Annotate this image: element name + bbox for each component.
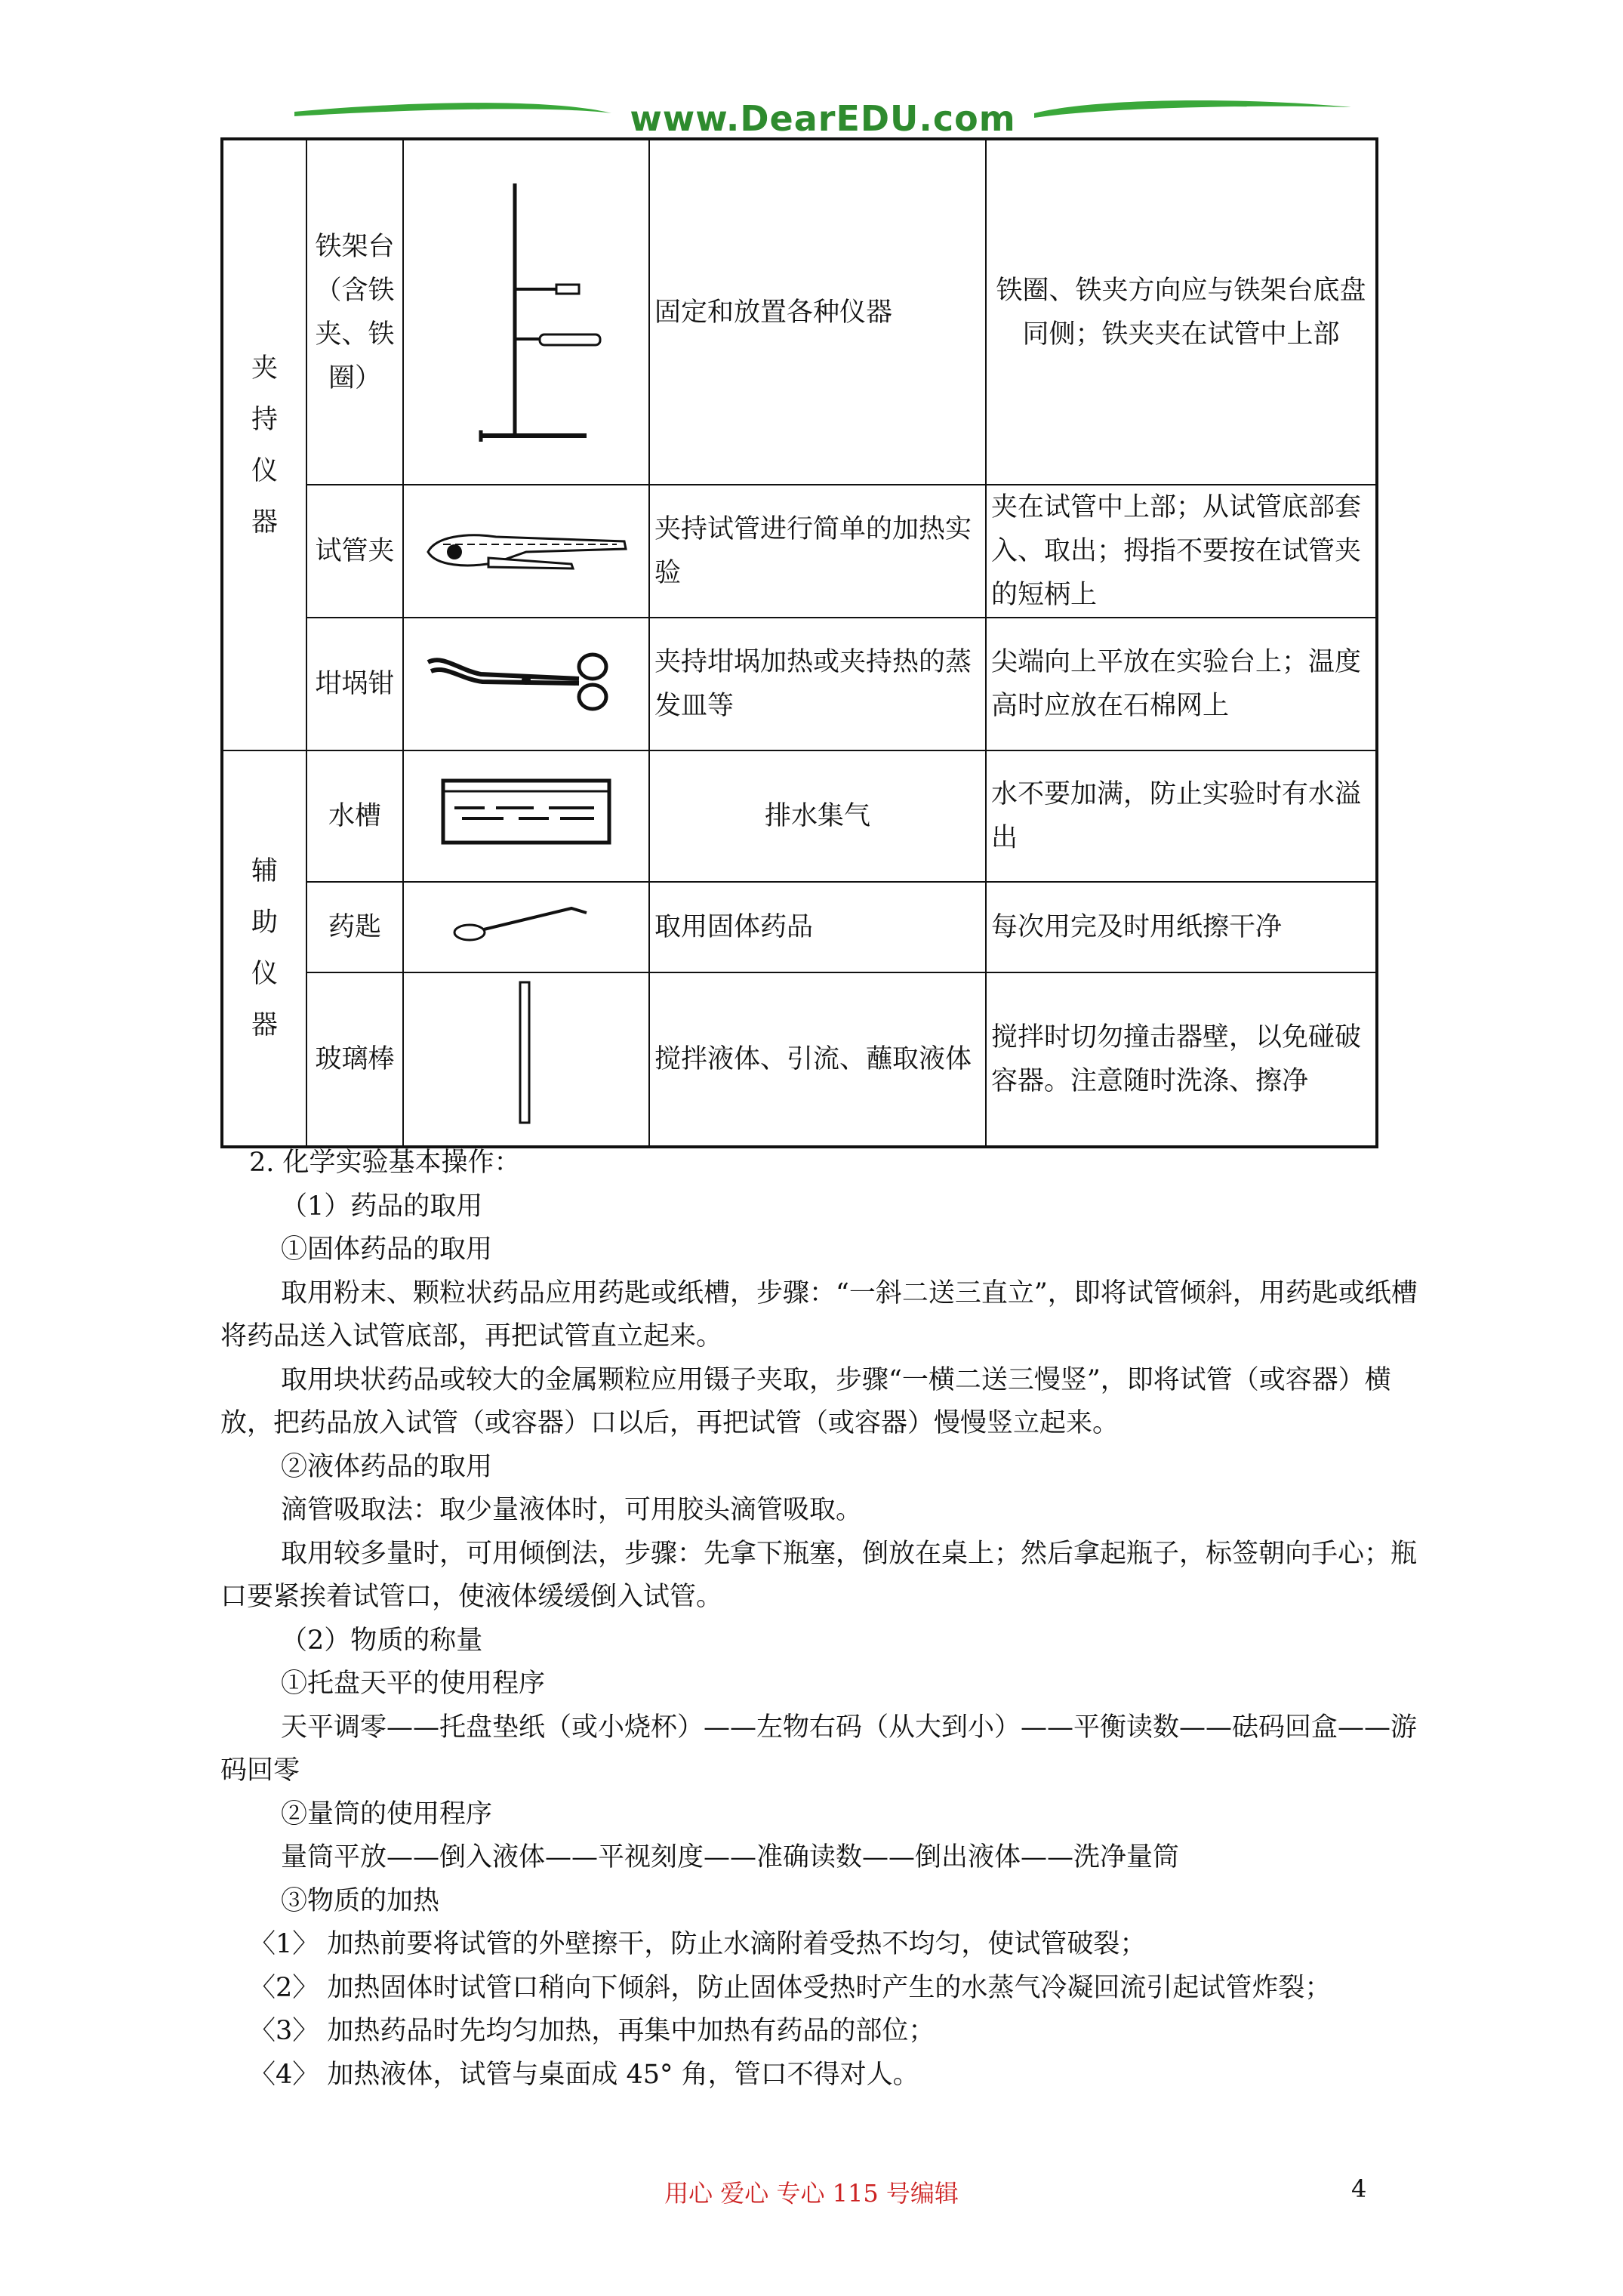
table-row — [222, 972, 1377, 1147]
instrument-name: 试管夹 — [306, 485, 403, 618]
subsection-heading: （1）药品的取用 — [281, 1191, 483, 1222]
instrument-note: 每次用完及时用纸擦干净 — [986, 882, 1377, 972]
medicine-spoon-icon — [403, 882, 649, 972]
category-clamping: 夹 持 仪 器 — [222, 139, 306, 750]
subsection-heading: （2）物质的称量 — [281, 1625, 483, 1656]
instrument-name: 铁架台 （含铁 夹、铁 圈） — [306, 139, 403, 485]
section-heading: 2. 化学实验基本操作： — [249, 1148, 521, 1178]
instrument-name: 坩埚钳 — [306, 618, 403, 750]
instrument-name: 药匙 — [306, 882, 403, 972]
instrument-name: 玻璃棒 — [306, 972, 403, 1147]
instrument-note: 尖端向上平放在实验台上；温度高时应放在石棉网上 — [986, 618, 1377, 750]
item-heading: ②量筒的使用程序 — [281, 1798, 493, 1829]
table-row — [222, 485, 1377, 618]
list-item: 〈1〉 加热前要将试管的外壁擦干，防止水滴附着受热不均匀，使试管破裂； — [249, 1929, 1147, 1959]
paragraph: 取用块状药品或较大的金属颗粒应用镊子夹取，步骤“一横二送三慢竖”，即将试管（或容器）横放，把药品放入试管（或容器）口以后，再把试管（或容器）慢慢竖立起来。 — [220, 1364, 1391, 1438]
item-heading: ②液体药品的取用 — [281, 1451, 493, 1482]
item-heading: ③物质的加热 — [281, 1885, 440, 1916]
instrument-use: 取用固体药品 — [649, 882, 986, 972]
table-row — [222, 618, 1377, 750]
body-text — [220, 1142, 1421, 2097]
category-auxiliary: 辅 助 仪 器 — [222, 750, 306, 1147]
footer-slogan: 用心 爱心 专心 115 号编辑 — [664, 2179, 959, 2208]
paragraph: 取用较多量时，可用倾倒法，步骤：先拿下瓶塞，倒放在桌上；然后拿起瓶子，标签朝向手心；瓶口要紧挨着试管口，使液体缓缓倒入试管。 — [220, 1538, 1418, 1612]
table-row — [222, 139, 1377, 485]
instrument-use: 搅拌液体、引流、蘸取液体 — [649, 972, 986, 1147]
instrument-note: 水不要加满，防止实验时有水溢出 — [986, 750, 1377, 882]
site-url: www.DearEDU.com — [630, 98, 1016, 139]
item-heading: ①固体药品的取用 — [281, 1234, 493, 1265]
table-row — [222, 882, 1377, 972]
page-footer — [0, 2174, 1623, 2220]
table-row — [222, 750, 1377, 882]
list-item: 〈4〉 加热液体，试管与桌面成 45° 角，管口不得对人。 — [249, 2059, 919, 2090]
instrument-table — [220, 137, 1378, 1148]
paragraph: 量筒平放——倒入液体——平视刻度——准确读数——倒出液体——洗净量筒 — [281, 1842, 1180, 1872]
item-heading: ①托盘天平的使用程序 — [281, 1669, 546, 1699]
list-item: 〈3〉 加热药品时先均匀加热，再集中加热有药品的部位； — [249, 2016, 935, 2046]
paragraph: 滴管吸取法：取少量液体时，可用胶头滴管吸取。 — [281, 1495, 863, 1525]
instrument-use: 固定和放置各种仪器 — [649, 139, 986, 485]
instrument-use: 夹持坩埚加热或夹持热的蒸发皿等 — [649, 618, 986, 750]
glass-rod-icon — [403, 972, 649, 1147]
paragraph: 取用粉末、颗粒状药品应用药匙或纸槽，步骤：“一斜二送三直立”，即将试管倾斜，用药匙或纸槽将药品送入试管底部，再把试管直立起来。 — [220, 1277, 1418, 1351]
water-trough-icon — [403, 750, 649, 882]
list-item: 〈2〉 加热固体时试管口稍向下倾斜，防止固体受热时产生的水蒸气冷凝回流引起试管炸裂； — [249, 1972, 1332, 2003]
instrument-note: 搅拌时切勿撞击器壁，以免碰破容器。注意随时洗涤、擦净 — [986, 972, 1377, 1147]
instrument-use: 夹持试管进行简单的加热实验 — [649, 485, 986, 618]
crucible-tongs-icon — [403, 618, 649, 750]
paragraph: 天平调零——托盘垫纸（或小烧杯）——左物右码（从大到小）——平衡读数——砝码回盒——游码回零 — [220, 1712, 1418, 1786]
instrument-note: 铁圈、铁夹方向应与铁架台底盘同侧；铁夹夹在试管中上部 — [986, 139, 1377, 485]
iron-stand-icon — [403, 139, 649, 485]
test-tube-clamp-icon — [403, 485, 649, 618]
instrument-use: 排水集气 — [649, 750, 986, 882]
instrument-name: 水槽 — [306, 750, 403, 882]
instrument-note: 夹在试管中上部；从试管底部套入、取出；拇指不要按在试管夹的短柄上 — [986, 485, 1377, 618]
page-number: 4 — [1351, 2174, 1367, 2203]
